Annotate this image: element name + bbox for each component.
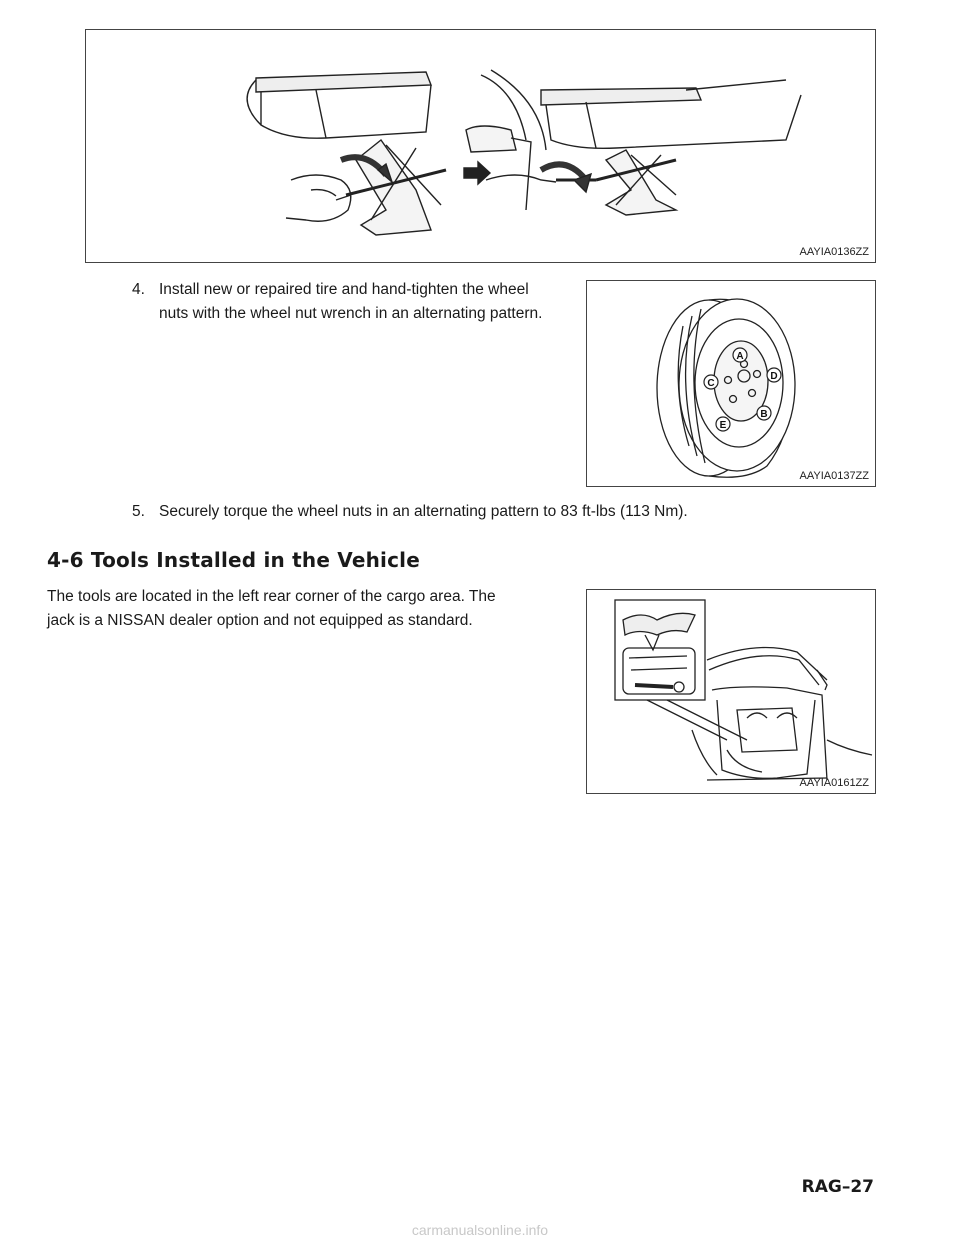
section-body: [47, 585, 567, 633]
section-heading: 4-6 Tools Installed in the Vehicle: [47, 548, 420, 572]
jack-figure: [85, 29, 876, 263]
wheel-label-d: D: [770, 371, 778, 382]
tools-illustration: [587, 590, 877, 795]
step-4-number: 4.: [132, 281, 145, 298]
wheel-illustration: [587, 281, 877, 488]
jack-illustration: [86, 30, 877, 264]
step-5: [132, 500, 892, 526]
step-5-line-1: Securely torque the wheel nuts in an alternating pattern to 83 ft-lbs (113 Nm).: [159, 503, 688, 520]
step-5-number: 5.: [132, 503, 145, 520]
wheel-figure: [586, 280, 876, 487]
tools-figure: [586, 589, 876, 794]
wheel-label-e: E: [719, 420, 727, 431]
page-number: RAG–27: [801, 1177, 874, 1197]
wheel-figure-code: AAYIA0137ZZ: [799, 470, 869, 482]
tools-figure-code: AAYIA0161ZZ: [799, 777, 869, 789]
section-body-line-2: jack is a NISSAN dealer option and not equipped as standard.: [47, 612, 473, 629]
step-4: [132, 278, 572, 328]
wheel-label-c: C: [707, 378, 715, 389]
step-4-line-2: nuts with the wheel nut wrench in an alternating pattern.: [159, 305, 543, 322]
section-body-line-1: The tools are located in the left rear corner of the cargo area. The: [47, 588, 496, 605]
step-4-line-1: Install new or repaired tire and hand-tighten the wheel: [159, 281, 529, 298]
wheel-label-b: B: [760, 409, 768, 420]
jack-figure-code: AAYIA0136ZZ: [799, 246, 869, 258]
watermark: carmanualsonline.info: [411, 1222, 549, 1238]
wheel-label-a: A: [736, 351, 744, 362]
